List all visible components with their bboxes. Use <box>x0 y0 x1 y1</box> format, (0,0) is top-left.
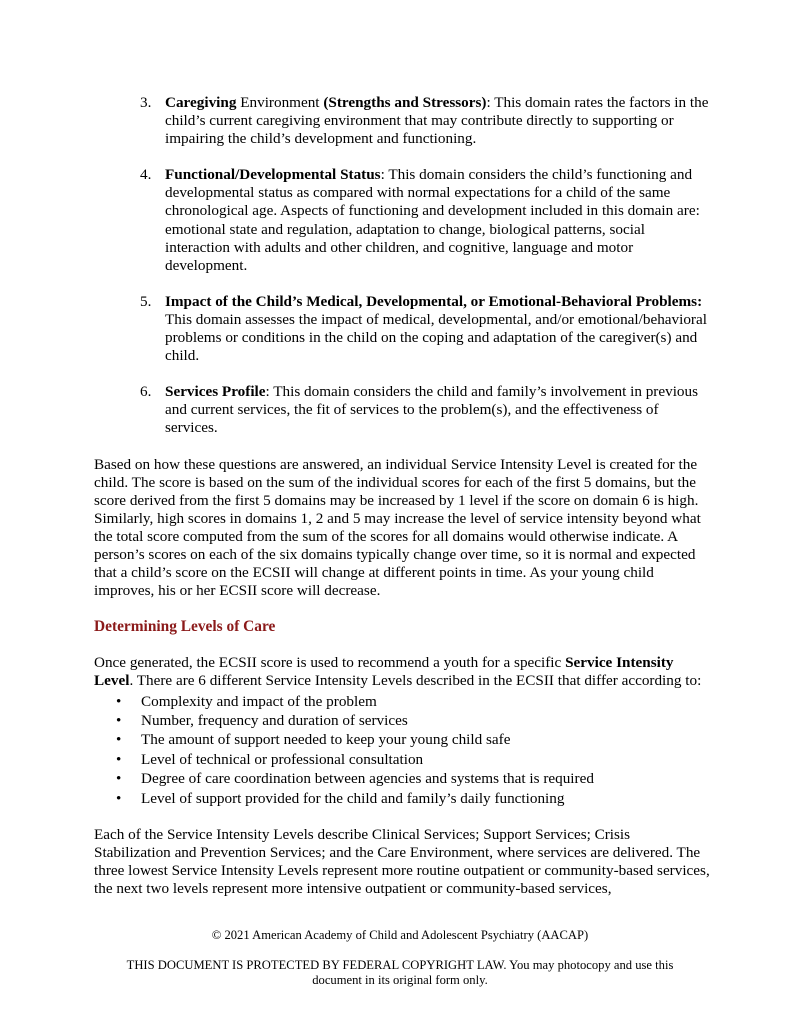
bullet-icon: • <box>116 750 122 768</box>
bullet-icon: • <box>116 789 122 807</box>
list-item-text: Complexity and impact of the problem <box>141 692 377 710</box>
domain-subtitle: (Strengths and Stressors) <box>323 94 487 111</box>
levels-text-before: Once generated, the ECSII score is used to recommend a youth for a specific <box>94 654 566 672</box>
list-item <box>94 711 710 730</box>
copyright-notice-line2: document in its original form only. <box>312 973 488 987</box>
domain-description: : This domain rates the factors in the child’s current caregiving environment that may contribute directly to supporting or impairing the child’s development and functioning. <box>165 94 709 148</box>
domain-title: Services Profile <box>165 383 266 401</box>
list-item <box>94 730 710 749</box>
bullet-icon: • <box>116 692 122 710</box>
list-item-text: Level of support provided for the child and family’s daily functioning <box>141 789 565 807</box>
domain-description: : This domain considers the child’s functioning and developmental status as compared with normal expectations for a child of the same chronological age. Aspects of functioning and development included in this domain are: emotional state and regulation, adaptation to change, biological patterns, social interaction with adults and other children, and cognitive, language and motor development. <box>165 166 700 274</box>
list-item-text: The amount of support needed to keep your young child safe <box>141 731 511 749</box>
copyright-footer: © 2021 American Academy of Child and Adolescent Psychiatry (AACAP) <box>211 928 589 942</box>
list-item-text: Level of technical or professional consultation <box>141 750 424 768</box>
list-item <box>94 692 710 711</box>
list-item-text: Degree of care coordination between agencies and systems that is required <box>141 770 594 788</box>
service-levels-paragraph: Each of the Service Intensity Levels describe Clinical Services; Support Services; Crisis Stabilization and Prevention Services; and the Care Environment, where services are delivered. The three lowest Service Intensity Levels represent more routine outpatient or community-based services, the next two levels represent more intensive outpatient or community-based services, <box>94 825 710 898</box>
domain-number: 4. <box>140 166 152 184</box>
domain-item-4 <box>94 166 710 275</box>
domain-number: 3. <box>140 94 152 111</box>
domain-title: Caregiving <box>165 94 237 111</box>
bullet-icon: • <box>116 731 122 749</box>
copyright-notice-line1: THIS DOCUMENT IS PROTECTED BY FEDERAL COPYRIGHT LAW. You may photocopy and use this <box>126 958 674 972</box>
scoring-paragraph: Based on how these questions are answered, an individual Service Intensity Level is created for the child. The score is based on the sum of the individual scores for each of the first 5 domains, but the score derived from the first 5 domains may be increased by 1 level if the score on domain 6 is high. Similarly, high scores in domains 1, 2 and 5 may increase the level of service intensity beyond what the total score computed from the sum of the scores for all domains would otherwise indicate. A person’s scores on each of the six domains typically change over time, so it is normal and expected that a child’s score on the ECSII will change at different points in time. As your young child improves, his or her ECSII score will decrease. <box>94 455 701 600</box>
copyright-notice <box>0 958 800 988</box>
criteria-list <box>94 692 710 808</box>
domain-list <box>94 94 710 438</box>
domain-item-3 <box>94 94 710 148</box>
domain-number: 6. <box>140 383 152 401</box>
bullet-icon: • <box>116 711 122 729</box>
levels-text-bold: Service Intensity Level <box>94 654 674 690</box>
levels-text-after: . There are 6 different Service Intensity Levels described in the ECSII that differ according to: <box>129 672 702 690</box>
page-body <box>94 94 710 898</box>
domain-title-plain: Environment <box>236 94 324 111</box>
list-item <box>94 769 710 788</box>
domain-item-6 <box>94 383 710 437</box>
levels-paragraph <box>94 654 710 690</box>
domain-description: : This domain considers the child and family’s involvement in previous and current services, the fit of services to the problem(s), and the effectiveness of services. <box>165 383 699 437</box>
list-item-text: Number, frequency and duration of services <box>141 711 408 729</box>
section-heading: Determining Levels of Care <box>94 618 276 636</box>
list-item <box>94 750 710 769</box>
list-item <box>94 789 710 808</box>
domain-title: Impact of the Child’s Medical, Developmental, or Emotional-Behavioral Problems: <box>165 292 703 310</box>
domain-number: 5. <box>140 292 152 310</box>
bullet-icon: • <box>116 770 122 788</box>
domain-description: This domain assesses the impact of medical, developmental, and/or emotional/behavioral problems or conditions in the child on the coping and adaptation of the caregiver(s) and child. <box>165 310 707 365</box>
domain-item-5 <box>94 293 710 365</box>
domain-title: Functional/Developmental Status <box>165 166 381 184</box>
